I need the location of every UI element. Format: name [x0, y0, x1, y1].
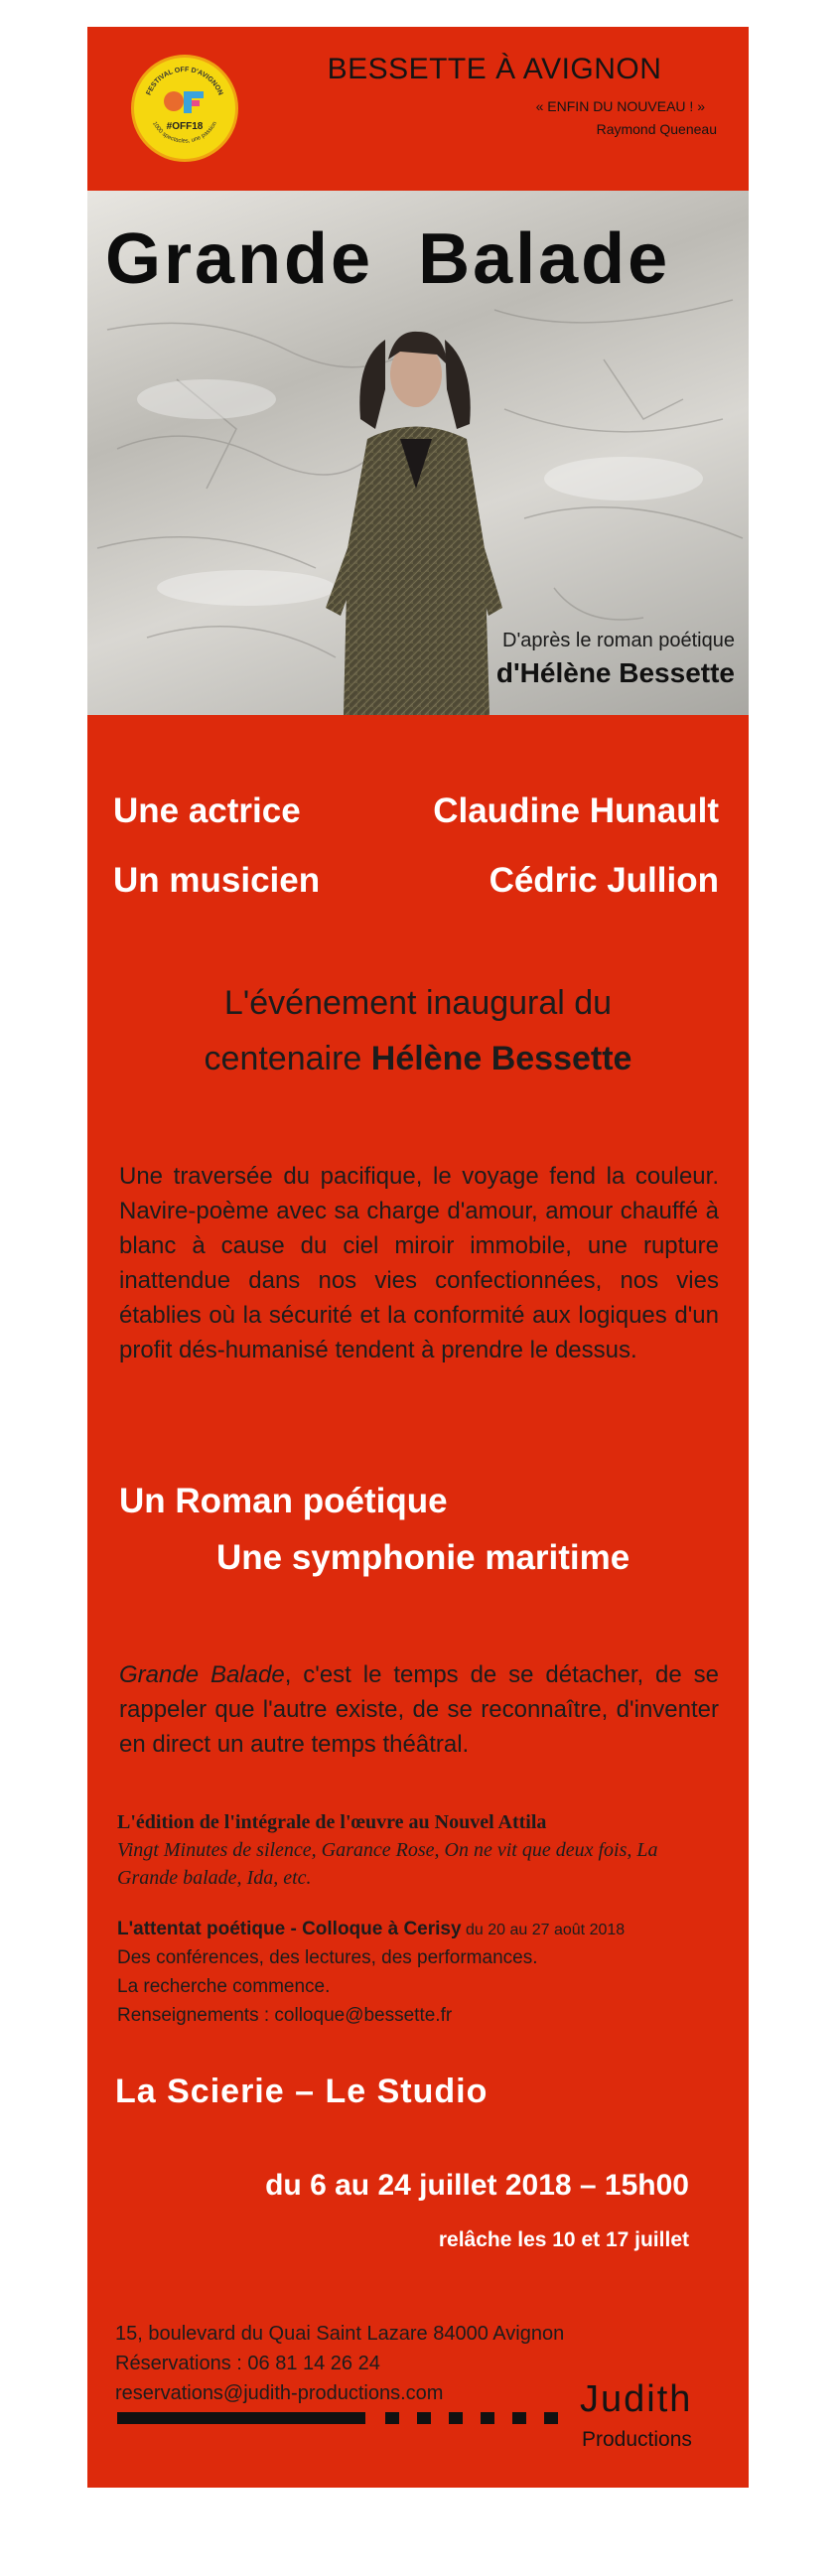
tagline-symphonie: Une symphonie maritime	[216, 1538, 630, 1577]
event-line-2-name: Hélène Bessette	[370, 1040, 632, 1077]
festival-badge-icon	[134, 58, 235, 159]
poster-header	[87, 27, 749, 191]
colloque-contact: Renseignements : colloque@bessette.fr	[117, 2005, 453, 2026]
event-line-2	[87, 1031, 749, 1086]
balade-paragraph	[119, 1657, 719, 1762]
tagline-roman: Un Roman poétique	[119, 1482, 448, 1520]
poster	[87, 27, 749, 2488]
balade-title: Grande Balade	[119, 1661, 285, 1688]
description-paragraph: Une traversée du pacifique, le voyage fend la couleur. Navire-poème avec sa charge d'amour, amour chauffé à blanc à cause du ciel miroir immobile, une rupture inattendue dans nos vies confectionnées, nos vies établies où la sécurité et la conformité aux logiques d'un profit dés-humanisé tendent à prendre le dessus.	[119, 1163, 719, 1363]
cast-name: Claudine Hunault	[433, 791, 719, 830]
colloque-line-2: La recherche commence.	[117, 1976, 331, 1997]
badge-tag: #OFF18	[166, 121, 204, 132]
badge-top-text: FESTIVAL OFF D'AVIGNON	[145, 66, 224, 97]
event-announcement	[87, 975, 749, 1086]
hero-caption: D'après le roman poétique	[502, 630, 735, 651]
cast-row-actress	[87, 791, 749, 836]
contact-phone: Réservations : 06 81 14 26 24	[115, 2353, 380, 2374]
colloque-heading	[117, 1919, 625, 1940]
colloque-line-1: Des conférences, des lectures, des performances.	[117, 1947, 538, 1968]
performance-dates: du 6 au 24 juillet 2018 – 15h00	[265, 2169, 689, 2202]
event-line-2-prefix: centenaire	[204, 1040, 371, 1077]
colloque-title: L'attentat poétique - Colloque à Cerisy	[117, 1919, 462, 1939]
brand-logo-judith: Judith	[580, 2378, 693, 2420]
contact-email: reservations@judith-productions.com	[115, 2382, 444, 2404]
cast-name: Cédric Jullion	[489, 861, 719, 900]
badge-bottom-text: 1000 spectacles, une passion	[151, 120, 218, 145]
contact-address: 15, boulevard du Quai Saint Lazare 84000 Avignon	[115, 2323, 565, 2345]
colloque-dates: du 20 au 27 août 2018	[461, 1922, 626, 1938]
show-title: Grande Balade	[105, 219, 671, 299]
event-line-1: L'événement inaugural du	[223, 984, 613, 1022]
relache-dates: relâche les 10 et 17 juillet	[438, 2228, 689, 2251]
brand-productions: Productions	[582, 2428, 692, 2451]
balade-text: , c'est le temps de se détacher, de se rappeler que l'autre existe, de se reconnaître, d'inventer en direct un autre temps théâtral.	[119, 1661, 719, 1758]
cast-role: Une actrice	[113, 791, 301, 830]
edition-title: L'édition de l'intégrale de l'œuvre au Nouvel Attila	[117, 1811, 547, 1833]
venue: La Scierie – Le Studio	[115, 2073, 489, 2110]
edition-works: Vingt Minutes de silence, Garance Rose, On ne vit que deux fois, La Grande balade, Ida, etc.	[117, 1839, 658, 1889]
header-title: BESSETTE À AVIGNON	[327, 53, 662, 85]
hero-photo	[87, 191, 749, 715]
festival-off-badge	[131, 55, 238, 162]
header-quote: « ENFIN DU NOUVEAU ! »	[535, 98, 705, 114]
cast-row-musician	[87, 861, 749, 906]
cast-role: Un musicien	[113, 861, 321, 900]
hero-author: d'Hélène Bessette	[495, 657, 735, 688]
header-quote-author: Raymond Queneau	[596, 121, 717, 137]
dash-divider	[117, 2410, 574, 2426]
